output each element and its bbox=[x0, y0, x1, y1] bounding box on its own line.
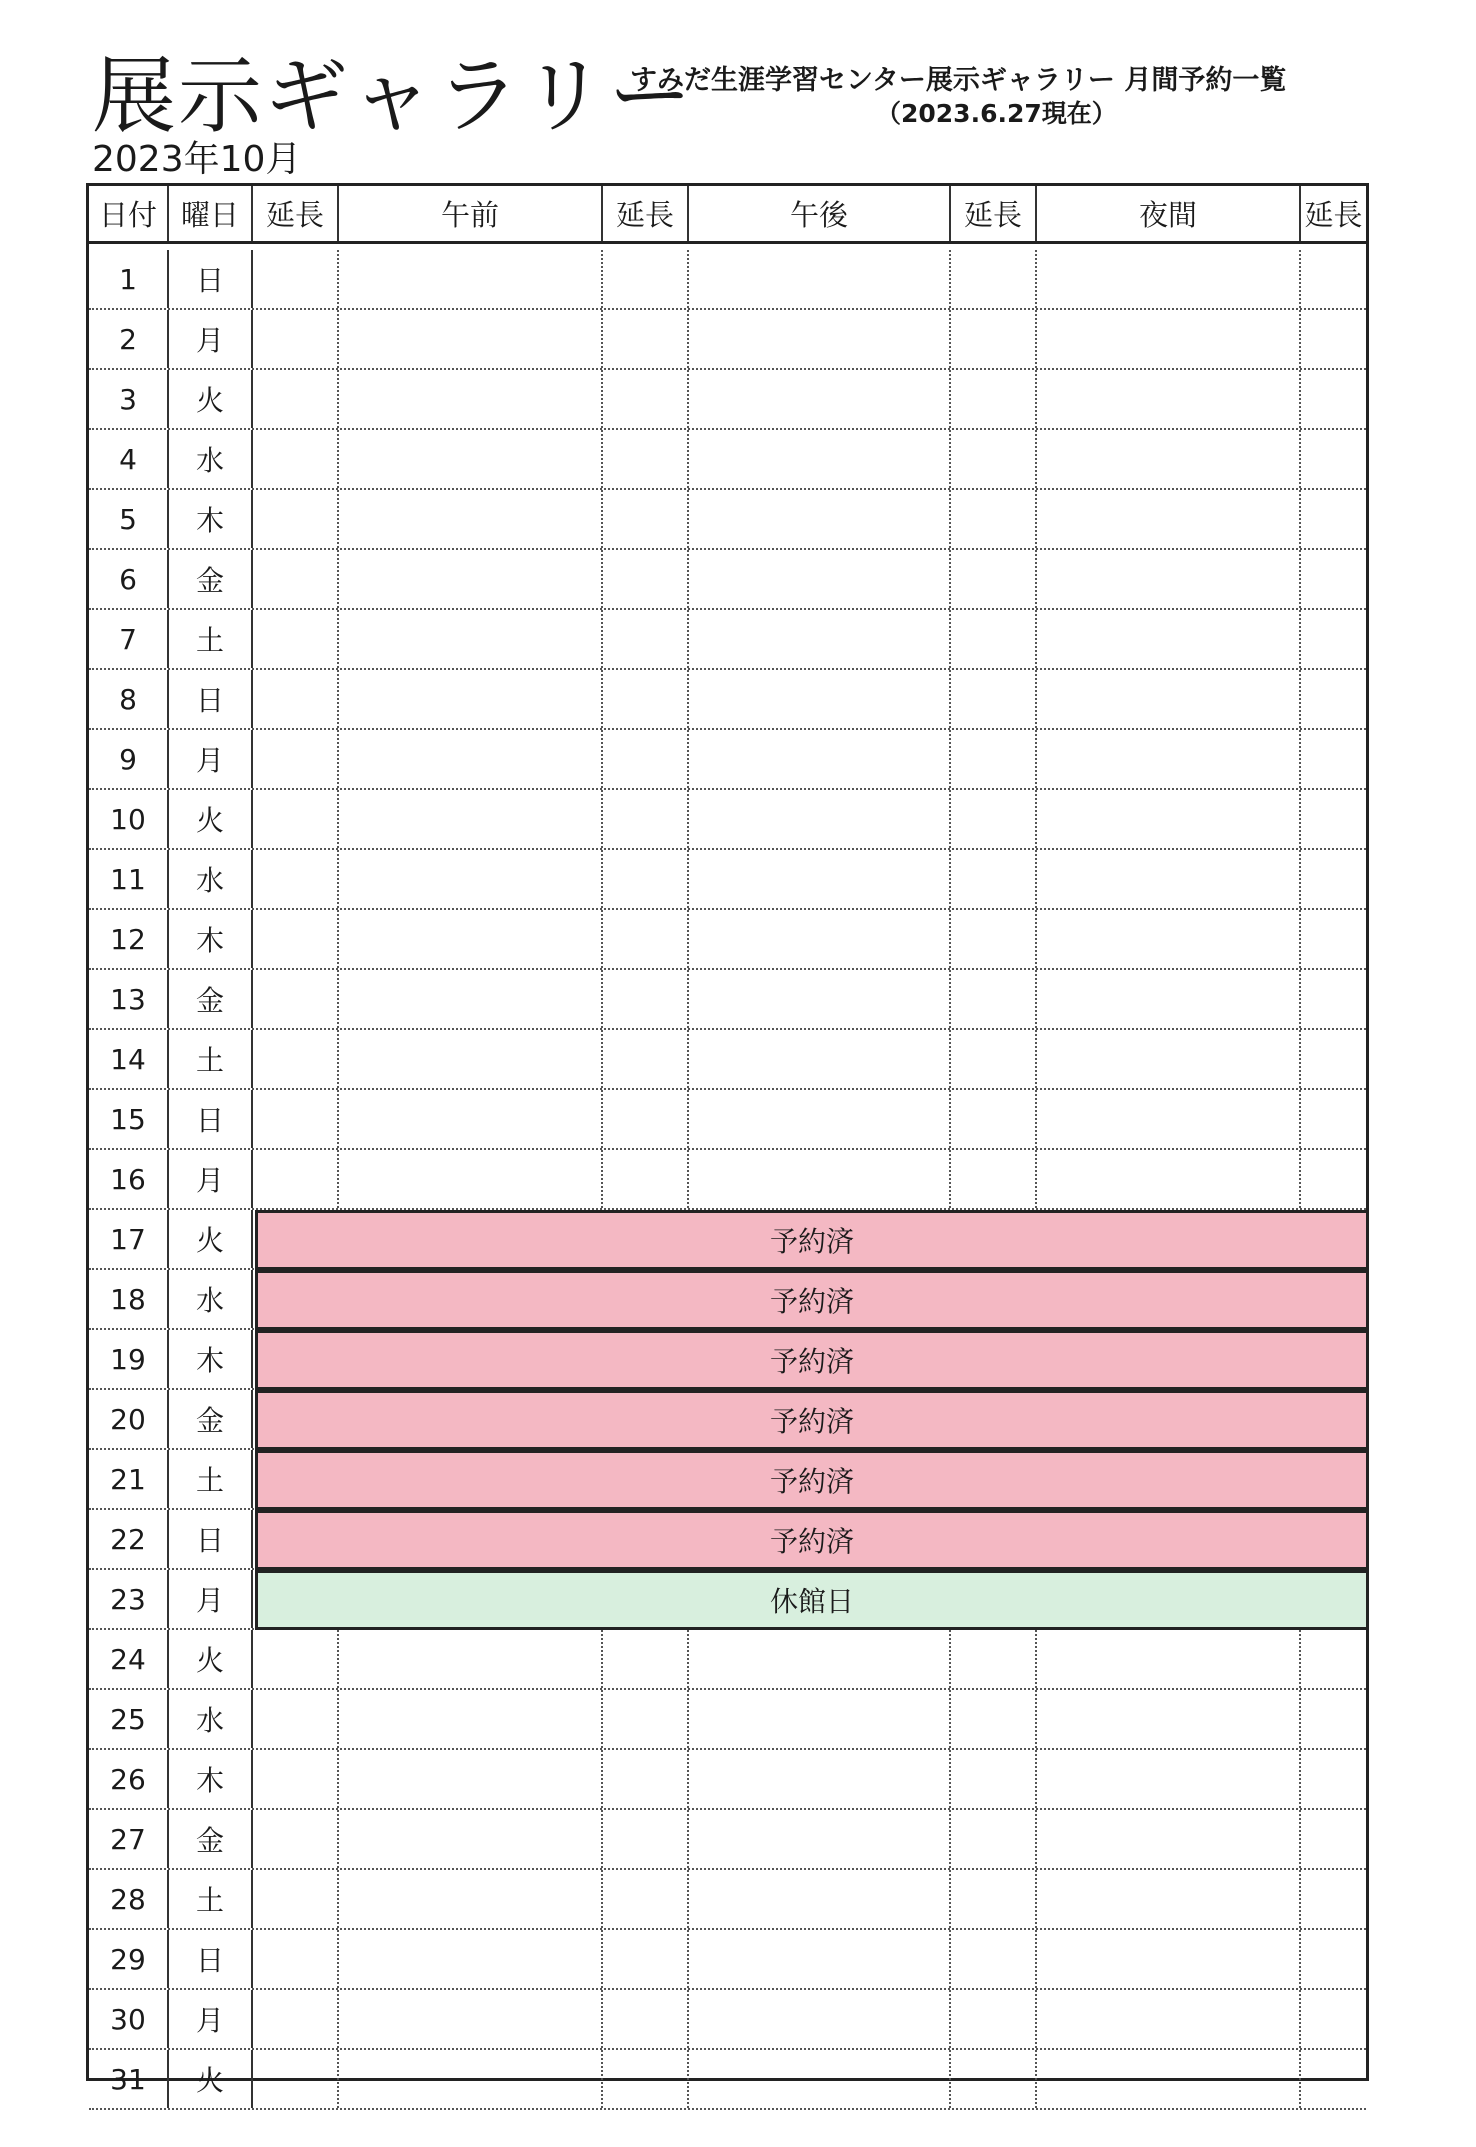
header-extension-2: 延長 bbox=[603, 186, 689, 241]
extension-4-cell bbox=[1301, 1090, 1366, 1148]
day-cell: 17 bbox=[89, 1210, 169, 1268]
afternoon-cell bbox=[689, 790, 951, 848]
header-weekday: 曜日 bbox=[169, 186, 253, 241]
weekday-cell: 金 bbox=[169, 550, 253, 608]
extension-3-cell bbox=[951, 1690, 1037, 1748]
extension-1-cell bbox=[253, 430, 339, 488]
afternoon-cell bbox=[689, 490, 951, 548]
night-cell bbox=[1037, 430, 1301, 488]
table-row bbox=[89, 1450, 1366, 1510]
extension-4-cell bbox=[1301, 1810, 1366, 1868]
extension-2-cell bbox=[603, 1750, 689, 1808]
afternoon-cell bbox=[689, 610, 951, 668]
extension-4-cell bbox=[1301, 1750, 1366, 1808]
booked-bar: 予約済 bbox=[255, 1390, 1369, 1450]
day-cell: 27 bbox=[89, 1810, 169, 1868]
extension-1-cell bbox=[253, 250, 339, 308]
weekday-cell: 日 bbox=[169, 250, 253, 308]
table-row bbox=[89, 430, 1366, 490]
extension-1-cell bbox=[253, 790, 339, 848]
weekday-cell: 金 bbox=[169, 1390, 253, 1448]
day-cell: 7 bbox=[89, 610, 169, 668]
table-row bbox=[89, 310, 1366, 370]
extension-2-cell bbox=[603, 1090, 689, 1148]
extension-4-cell bbox=[1301, 790, 1366, 848]
afternoon-cell bbox=[689, 430, 951, 488]
afternoon-cell bbox=[689, 1090, 951, 1148]
night-cell bbox=[1037, 550, 1301, 608]
afternoon-cell bbox=[689, 1150, 951, 1208]
weekday-cell: 月 bbox=[169, 310, 253, 368]
extension-4-cell bbox=[1301, 610, 1366, 668]
weekday-cell: 金 bbox=[169, 1810, 253, 1868]
day-cell: 23 bbox=[89, 1570, 169, 1628]
table-row bbox=[89, 910, 1366, 970]
extension-4-cell bbox=[1301, 670, 1366, 728]
header-extension-4: 延長 bbox=[1304, 198, 1363, 232]
extension-3-cell bbox=[951, 910, 1037, 968]
header-night: 夜間 bbox=[1037, 186, 1301, 241]
afternoon-cell bbox=[689, 1990, 951, 2048]
table-row bbox=[89, 1330, 1366, 1390]
extension-3-cell bbox=[951, 1930, 1037, 1988]
extension-4-cell bbox=[1301, 730, 1366, 788]
night-cell bbox=[1037, 1150, 1301, 1208]
morning-cell bbox=[339, 1690, 603, 1748]
booked-bar: 予約済 bbox=[255, 1450, 1369, 1510]
morning-cell bbox=[339, 850, 603, 908]
night-cell bbox=[1037, 610, 1301, 668]
weekday-cell: 土 bbox=[169, 1030, 253, 1088]
day-cell: 14 bbox=[89, 1030, 169, 1088]
page-title: 展示ギャラリー bbox=[92, 47, 695, 145]
table-row bbox=[89, 1930, 1366, 1990]
morning-cell bbox=[339, 1090, 603, 1148]
weekday-cell: 木 bbox=[169, 910, 253, 968]
extension-3-cell bbox=[951, 1750, 1037, 1808]
extension-4-cell bbox=[1301, 970, 1366, 1028]
day-cell: 2 bbox=[89, 310, 169, 368]
morning-cell bbox=[339, 1990, 603, 2048]
morning-cell bbox=[339, 1870, 603, 1928]
extension-2-cell bbox=[603, 790, 689, 848]
extension-3-cell bbox=[951, 550, 1037, 608]
extension-3-cell bbox=[951, 1810, 1037, 1868]
table-row bbox=[89, 970, 1366, 1030]
table-header bbox=[89, 186, 1366, 244]
weekday-cell: 月 bbox=[169, 1990, 253, 2048]
weekday-cell: 土 bbox=[169, 610, 253, 668]
night-cell bbox=[1037, 730, 1301, 788]
extension-3-cell bbox=[951, 1150, 1037, 1208]
afternoon-cell bbox=[689, 910, 951, 968]
morning-cell bbox=[339, 910, 603, 968]
extension-2-cell bbox=[603, 1930, 689, 1988]
extension-1-cell bbox=[253, 1030, 339, 1088]
day-cell: 13 bbox=[89, 970, 169, 1028]
extension-3-cell bbox=[951, 1870, 1037, 1928]
weekday-cell: 水 bbox=[169, 1270, 253, 1328]
night-cell bbox=[1037, 1930, 1301, 1988]
day-cell: 16 bbox=[89, 1150, 169, 1208]
extension-2-cell bbox=[603, 670, 689, 728]
booked-bar: 予約済 bbox=[255, 1330, 1369, 1390]
night-cell bbox=[1037, 310, 1301, 368]
extension-2-cell bbox=[603, 850, 689, 908]
extension-4-cell bbox=[1301, 1990, 1366, 2048]
night-cell bbox=[1037, 1090, 1301, 1148]
extension-2-cell bbox=[603, 1810, 689, 1868]
weekday-cell: 火 bbox=[169, 2050, 253, 2108]
extension-1-cell bbox=[253, 1990, 339, 2048]
extension-2-cell bbox=[603, 1690, 689, 1748]
extension-1-cell bbox=[253, 370, 339, 428]
table-row bbox=[89, 1990, 1366, 2050]
table-row bbox=[89, 1870, 1366, 1930]
table-row bbox=[89, 1390, 1366, 1450]
table-row bbox=[89, 490, 1366, 550]
table-row bbox=[89, 610, 1366, 670]
day-cell: 20 bbox=[89, 1390, 169, 1448]
extension-1-cell bbox=[253, 730, 339, 788]
extension-3-cell bbox=[951, 2050, 1037, 2108]
extension-2-cell bbox=[603, 250, 689, 308]
weekday-cell: 日 bbox=[169, 1090, 253, 1148]
month-label: 2023年10月 bbox=[92, 139, 302, 180]
morning-cell bbox=[339, 490, 603, 548]
extension-4-cell bbox=[1301, 1630, 1366, 1688]
extension-1-cell bbox=[253, 910, 339, 968]
morning-cell bbox=[339, 1030, 603, 1088]
afternoon-cell bbox=[689, 850, 951, 908]
afternoon-cell bbox=[689, 370, 951, 428]
extension-2-cell bbox=[603, 970, 689, 1028]
booked-bar: 予約済 bbox=[255, 1510, 1369, 1570]
extension-2-cell bbox=[603, 610, 689, 668]
afternoon-cell bbox=[689, 1870, 951, 1928]
table-row bbox=[89, 250, 1366, 310]
extension-3-cell bbox=[951, 730, 1037, 788]
extension-1-cell bbox=[253, 310, 339, 368]
afternoon-cell bbox=[689, 970, 951, 1028]
day-cell: 10 bbox=[89, 790, 169, 848]
table-row bbox=[89, 1810, 1366, 1870]
afternoon-cell bbox=[689, 1810, 951, 1868]
day-cell: 31 bbox=[89, 2050, 169, 2108]
weekday-cell: 木 bbox=[169, 1750, 253, 1808]
night-cell bbox=[1037, 970, 1301, 1028]
extension-4-cell bbox=[1301, 1030, 1366, 1088]
weekday-cell: 水 bbox=[169, 1690, 253, 1748]
extension-1-cell bbox=[253, 550, 339, 608]
document-title: すみだ生涯学習センター展示ギャラリー 月間予約一覧 bbox=[630, 65, 1287, 96]
night-cell bbox=[1037, 910, 1301, 968]
morning-cell bbox=[339, 2050, 603, 2108]
header-afternoon: 午後 bbox=[689, 186, 951, 241]
afternoon-cell bbox=[689, 1630, 951, 1688]
extension-1-cell bbox=[253, 1930, 339, 1988]
night-cell bbox=[1037, 1630, 1301, 1688]
extension-3-cell bbox=[951, 490, 1037, 548]
booked-bar: 予約済 bbox=[255, 1270, 1369, 1330]
extension-3-cell bbox=[951, 250, 1037, 308]
extension-3-cell bbox=[951, 310, 1037, 368]
day-cell: 19 bbox=[89, 1330, 169, 1388]
morning-cell bbox=[339, 250, 603, 308]
morning-cell bbox=[339, 1750, 603, 1808]
weekday-cell: 木 bbox=[169, 1330, 253, 1388]
night-cell bbox=[1037, 2050, 1301, 2108]
table-row bbox=[89, 670, 1366, 730]
table-row bbox=[89, 1150, 1366, 1210]
morning-cell bbox=[339, 670, 603, 728]
table-row bbox=[89, 1570, 1366, 1630]
night-cell bbox=[1037, 1810, 1301, 1868]
day-cell: 21 bbox=[89, 1450, 169, 1508]
table-row bbox=[89, 2050, 1366, 2110]
table-row bbox=[89, 790, 1366, 850]
afternoon-cell bbox=[689, 1750, 951, 1808]
extension-2-cell bbox=[603, 730, 689, 788]
extension-3-cell bbox=[951, 1630, 1037, 1688]
table-row bbox=[89, 1030, 1366, 1090]
extension-3-cell bbox=[951, 370, 1037, 428]
extension-1-cell bbox=[253, 610, 339, 668]
morning-cell bbox=[339, 610, 603, 668]
extension-3-cell bbox=[951, 790, 1037, 848]
day-cell: 15 bbox=[89, 1090, 169, 1148]
extension-4-cell bbox=[1301, 310, 1366, 368]
extension-1-cell bbox=[253, 490, 339, 548]
extension-2-cell bbox=[603, 1150, 689, 1208]
night-cell bbox=[1037, 1990, 1301, 2048]
extension-3-cell bbox=[951, 1030, 1037, 1088]
table-row bbox=[89, 1210, 1366, 1270]
header-date: 日付 bbox=[89, 186, 169, 241]
extension-1-cell bbox=[253, 1870, 339, 1928]
table-row bbox=[89, 550, 1366, 610]
day-cell: 28 bbox=[89, 1870, 169, 1928]
afternoon-cell bbox=[689, 550, 951, 608]
weekday-cell: 水 bbox=[169, 430, 253, 488]
reservation-table bbox=[86, 183, 1369, 2097]
morning-cell bbox=[339, 1150, 603, 1208]
day-cell: 25 bbox=[89, 1690, 169, 1748]
extension-4-cell bbox=[1301, 2050, 1366, 2108]
morning-cell bbox=[339, 370, 603, 428]
morning-cell bbox=[339, 1810, 603, 1868]
afternoon-cell bbox=[689, 2050, 951, 2108]
extension-1-cell bbox=[253, 1690, 339, 1748]
table-row bbox=[89, 370, 1366, 430]
extension-2-cell bbox=[603, 1990, 689, 2048]
extension-2-cell bbox=[603, 370, 689, 428]
weekday-cell: 火 bbox=[169, 1630, 253, 1688]
extension-4-cell bbox=[1301, 1930, 1366, 1988]
document-date: （2023.6.27現在） bbox=[876, 99, 1117, 128]
table-row bbox=[89, 1630, 1366, 1690]
extension-4-cell bbox=[1301, 250, 1366, 308]
table-row bbox=[89, 1270, 1366, 1330]
extension-4-cell bbox=[1301, 910, 1366, 968]
extension-1-cell bbox=[253, 670, 339, 728]
weekday-cell: 日 bbox=[169, 1510, 253, 1568]
extension-2-cell bbox=[603, 310, 689, 368]
day-cell: 18 bbox=[89, 1270, 169, 1328]
extension-4-cell bbox=[1301, 430, 1366, 488]
day-cell: 3 bbox=[89, 370, 169, 428]
extension-4-cell bbox=[1301, 1870, 1366, 1928]
night-cell bbox=[1037, 370, 1301, 428]
extension-1-cell bbox=[253, 1810, 339, 1868]
night-cell bbox=[1037, 250, 1301, 308]
afternoon-cell bbox=[689, 1030, 951, 1088]
extension-4-cell bbox=[1301, 550, 1366, 608]
night-cell bbox=[1037, 850, 1301, 908]
weekday-cell: 月 bbox=[169, 1570, 253, 1628]
extension-2-cell bbox=[603, 1030, 689, 1088]
table-row bbox=[89, 1690, 1366, 1750]
extension-4-cell bbox=[1301, 850, 1366, 908]
weekday-cell: 土 bbox=[169, 1870, 253, 1928]
weekday-cell: 日 bbox=[169, 1930, 253, 1988]
extension-4-cell bbox=[1301, 1150, 1366, 1208]
morning-cell bbox=[339, 550, 603, 608]
table-row bbox=[89, 1750, 1366, 1810]
extension-1-cell bbox=[253, 970, 339, 1028]
day-cell: 11 bbox=[89, 850, 169, 908]
header-morning: 午前 bbox=[339, 186, 603, 241]
day-cell: 12 bbox=[89, 910, 169, 968]
day-cell: 22 bbox=[89, 1510, 169, 1568]
extension-1-cell bbox=[253, 2050, 339, 2108]
day-cell: 1 bbox=[89, 250, 169, 308]
weekday-cell: 木 bbox=[169, 490, 253, 548]
morning-cell bbox=[339, 310, 603, 368]
extension-1-cell bbox=[253, 1630, 339, 1688]
extension-3-cell bbox=[951, 850, 1037, 908]
extension-2-cell bbox=[603, 430, 689, 488]
weekday-cell: 日 bbox=[169, 670, 253, 728]
morning-cell bbox=[339, 1930, 603, 1988]
extension-2-cell bbox=[603, 1870, 689, 1928]
day-cell: 9 bbox=[89, 730, 169, 788]
day-cell: 24 bbox=[89, 1630, 169, 1688]
night-cell bbox=[1037, 1870, 1301, 1928]
table-row bbox=[89, 730, 1366, 790]
day-cell: 8 bbox=[89, 670, 169, 728]
extension-3-cell bbox=[951, 610, 1037, 668]
table-row bbox=[89, 850, 1366, 910]
night-cell bbox=[1037, 1030, 1301, 1088]
weekday-cell: 土 bbox=[169, 1450, 253, 1508]
extension-2-cell bbox=[603, 490, 689, 548]
weekday-cell: 月 bbox=[169, 730, 253, 788]
extension-4-cell bbox=[1301, 490, 1366, 548]
extension-2-cell bbox=[603, 910, 689, 968]
extension-4-cell bbox=[1301, 1690, 1366, 1748]
afternoon-cell bbox=[689, 730, 951, 788]
morning-cell bbox=[339, 730, 603, 788]
header-extension-1: 延長 bbox=[253, 186, 339, 241]
night-cell bbox=[1037, 1690, 1301, 1748]
night-cell bbox=[1037, 490, 1301, 548]
weekday-cell: 金 bbox=[169, 970, 253, 1028]
extension-3-cell bbox=[951, 430, 1037, 488]
night-cell bbox=[1037, 790, 1301, 848]
weekday-cell: 火 bbox=[169, 790, 253, 848]
day-cell: 29 bbox=[89, 1930, 169, 1988]
night-cell bbox=[1037, 1750, 1301, 1808]
afternoon-cell bbox=[689, 250, 951, 308]
afternoon-cell bbox=[689, 670, 951, 728]
day-cell: 6 bbox=[89, 550, 169, 608]
weekday-cell: 火 bbox=[169, 370, 253, 428]
extension-3-cell bbox=[951, 1090, 1037, 1148]
weekday-cell: 水 bbox=[169, 850, 253, 908]
extension-2-cell bbox=[603, 1630, 689, 1688]
table-row bbox=[89, 1510, 1366, 1570]
table-row bbox=[89, 1090, 1366, 1150]
extension-1-cell bbox=[253, 850, 339, 908]
morning-cell bbox=[339, 970, 603, 1028]
afternoon-cell bbox=[689, 1930, 951, 1988]
night-cell bbox=[1037, 670, 1301, 728]
header-extension-3: 延長 bbox=[951, 186, 1037, 241]
extension-1-cell bbox=[253, 1090, 339, 1148]
day-cell: 4 bbox=[89, 430, 169, 488]
day-cell: 5 bbox=[89, 490, 169, 548]
morning-cell bbox=[339, 1630, 603, 1688]
weekday-cell: 月 bbox=[169, 1150, 253, 1208]
extension-1-cell bbox=[253, 1750, 339, 1808]
morning-cell bbox=[339, 790, 603, 848]
afternoon-cell bbox=[689, 1690, 951, 1748]
day-cell: 30 bbox=[89, 1990, 169, 2048]
extension-1-cell bbox=[253, 1150, 339, 1208]
closed-day-bar: 休館日 bbox=[255, 1570, 1369, 1630]
extension-3-cell bbox=[951, 1990, 1037, 2048]
afternoon-cell bbox=[689, 310, 951, 368]
extension-2-cell bbox=[603, 2050, 689, 2108]
extension-2-cell bbox=[603, 550, 689, 608]
weekday-cell: 火 bbox=[169, 1210, 253, 1268]
extension-3-cell bbox=[951, 970, 1037, 1028]
extension-4-cell bbox=[1301, 370, 1366, 428]
morning-cell bbox=[339, 430, 603, 488]
day-cell: 26 bbox=[89, 1750, 169, 1808]
booked-bar: 予約済 bbox=[255, 1210, 1369, 1270]
extension-3-cell bbox=[951, 670, 1037, 728]
